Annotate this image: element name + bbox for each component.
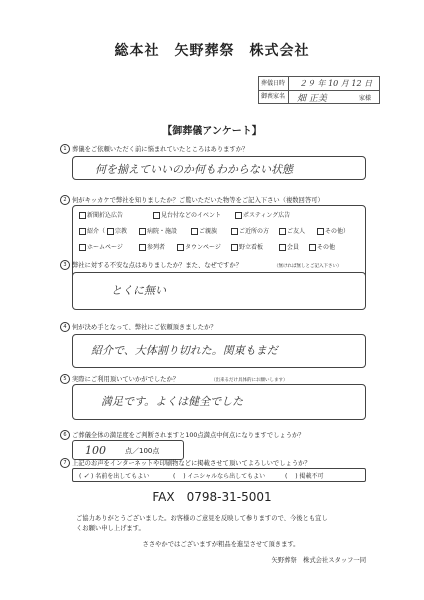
question-1: 1 葬儀をご依頼いただく前に悩まれていたところはありますか？ bbox=[60, 144, 380, 154]
family-label: 御喪家名 bbox=[259, 90, 289, 103]
option-event: 見台付などのイベント bbox=[153, 210, 221, 219]
option-friends: ご友人 bbox=[279, 226, 305, 235]
question-5: 5 実際にご利用頂いていかがでしたか？ （出来るだけ具体的にお願いします） bbox=[60, 374, 380, 385]
info-family-row bbox=[259, 90, 379, 103]
question-4: 4 何が決め手となって、弊社にご依頼頂きましたか？ bbox=[60, 322, 380, 332]
option-member: 会員 bbox=[279, 242, 299, 251]
answer-box-3 bbox=[72, 272, 366, 310]
option-neighbors: ご近所の方 bbox=[231, 226, 269, 235]
date-value: ２９ 年 10 月 12 日 bbox=[299, 79, 373, 88]
checkbox-icon bbox=[139, 228, 146, 235]
option-other-2: その他 bbox=[309, 242, 335, 251]
checkbox-icon bbox=[153, 212, 160, 219]
choice-name-ok: ( ✓ ) 名前を出してもよい bbox=[79, 472, 150, 480]
closing-line-2: くお願い申し上げます。 bbox=[76, 525, 145, 532]
option-relatives: ご親族 bbox=[191, 226, 217, 235]
checkbox-icon bbox=[107, 228, 114, 235]
date-label: 葬儀日時 bbox=[259, 77, 289, 90]
score-box bbox=[72, 440, 184, 460]
info-date-row bbox=[259, 77, 379, 91]
family-value: 畑 正美 bbox=[297, 94, 327, 104]
option-other-1: その他） bbox=[317, 226, 349, 235]
document-title: 総本社 矢野葬祭 株式会社 bbox=[114, 43, 310, 59]
answer-box-5 bbox=[72, 384, 366, 420]
checkbox-icon bbox=[231, 228, 238, 235]
fax-number: FAX 0798-31-5001 bbox=[152, 490, 272, 504]
option-introduction: 紹介（ bbox=[79, 226, 105, 235]
closing-line-1: ご協力ありがとうございました。お客様のご意見を反映して参りますので、今後とも宜し bbox=[76, 515, 328, 522]
checkbox-icon bbox=[177, 244, 184, 251]
checkbox-icon bbox=[309, 244, 316, 251]
checkbox-icon bbox=[79, 244, 86, 251]
option-hospital: 病院・施設 bbox=[139, 226, 177, 235]
checkbox-icon bbox=[231, 244, 238, 251]
choice-initial-ok: ( ) イニシャルなら出してもよい bbox=[173, 473, 266, 480]
checkbox-icon bbox=[279, 244, 286, 251]
consent-box bbox=[72, 468, 366, 482]
checkbox-icon bbox=[235, 212, 242, 219]
answer-1: 何を揃えていいのか何もわからない状態 bbox=[95, 163, 293, 176]
score-value: 100 bbox=[85, 444, 106, 457]
option-townpage: タウンページ bbox=[177, 242, 221, 251]
question-7: 7 上記のお声をインターネットや印刷物などに掲載させて頂いてよろしいでしょうか？ bbox=[60, 458, 380, 468]
closing-signature: 矢野葬祭 株式会社スタッフ一同 bbox=[271, 557, 366, 564]
option-posting: ポスティング広告 bbox=[235, 210, 290, 219]
option-homepage: ホームページ bbox=[79, 242, 123, 251]
checkbox-icon bbox=[79, 212, 86, 219]
answer-box-1 bbox=[72, 156, 366, 180]
option-attendee: 参列者 bbox=[139, 242, 165, 251]
question-6: 6 ご葬儀全体の満足度をご判断されますと100点満点中何点になりますでしょうか？ bbox=[60, 430, 380, 440]
checkbox-icon bbox=[79, 228, 86, 235]
checkbox-icon bbox=[139, 244, 146, 251]
option-newspaper: 新聞折込広告 bbox=[79, 210, 123, 219]
survey-title: 【御葬儀アンケート】 bbox=[162, 126, 262, 137]
closing-line-3: ささやかではございますが粗品を進呈させて頂きます。 bbox=[142, 541, 300, 548]
answer-4: 紹介で、大体割り切れた。関東もまだ bbox=[91, 344, 278, 357]
option-religion: 宗教 bbox=[107, 226, 127, 235]
answer-5: 満足です。よくは健全でした bbox=[101, 395, 244, 408]
family-suffix: 家様 bbox=[359, 95, 372, 102]
answer-3: とくに無い bbox=[111, 284, 166, 297]
checkbox-icon bbox=[279, 228, 286, 235]
question-2: 2 何がキッカケで弊社を知りましたか？ご覧いただいた物等をご記入下さい（複数回答可） bbox=[60, 195, 380, 205]
info-box bbox=[258, 76, 380, 104]
choice-no-publish: ( ) 掲載不可 bbox=[285, 473, 324, 480]
checkbox-icon bbox=[191, 228, 198, 235]
question-3: 3 弊社に対する不安な点はありましたか？また、なぜですか？ （無ければ無しとご記入下さい） bbox=[60, 260, 380, 271]
option-billboard: 野立看板 bbox=[231, 242, 263, 251]
score-unit: 点／100点 bbox=[125, 447, 160, 455]
answer-box-4 bbox=[72, 334, 366, 368]
checkbox-icon bbox=[317, 228, 324, 235]
check-mark-icon: ✓ bbox=[83, 472, 90, 480]
